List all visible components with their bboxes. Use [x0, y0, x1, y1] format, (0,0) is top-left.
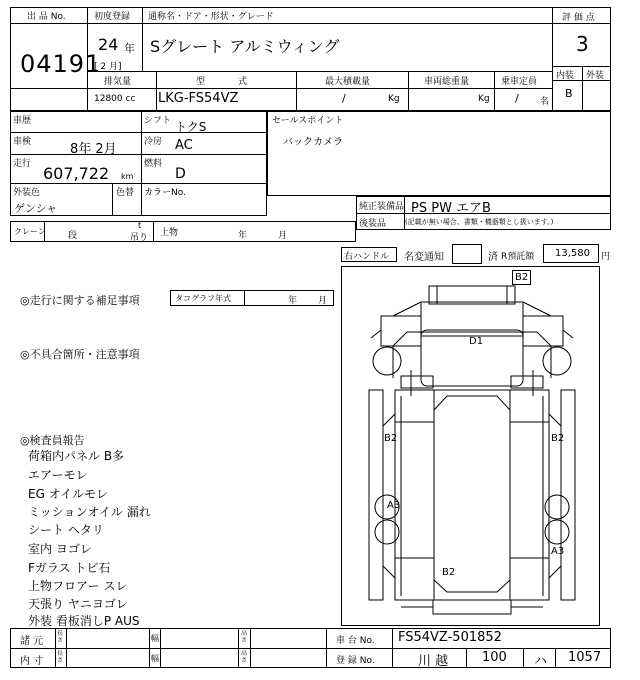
- r-reading-unit: 円: [601, 252, 611, 262]
- inner-size-label: 内 寸: [20, 656, 44, 667]
- inner-length-label: 長さ: [57, 650, 64, 664]
- reg-number: 1057: [568, 650, 602, 665]
- ext-color-value: ゲンシャ: [14, 202, 58, 215]
- crane-ton-label: t: [138, 221, 142, 230]
- tacho-year-label: 年: [288, 296, 298, 306]
- first-reg-year: 24: [98, 35, 119, 54]
- inspector-line: 室内 ヨゴレ: [28, 542, 92, 556]
- history-label: 車歴: [13, 116, 32, 126]
- mount-month-label: 月: [278, 231, 288, 241]
- vehicle-diagram: [341, 266, 600, 626]
- first-reg-label: 初度登録: [94, 12, 131, 22]
- capacity-unit: 名: [540, 97, 550, 107]
- shift-label: シフト: [144, 116, 172, 126]
- score-value: 3: [576, 32, 589, 56]
- shift-value: トクS: [175, 120, 207, 134]
- gross-weight-unit: Kg: [478, 94, 490, 104]
- damage-mark: B2: [551, 433, 565, 444]
- mileage-unit: km: [121, 172, 134, 181]
- inspector-heading: ◎検査員報告: [20, 434, 85, 447]
- ac-label: 冷房: [144, 137, 163, 147]
- capacity-value: /: [515, 92, 519, 105]
- ac-value: AC: [175, 138, 193, 153]
- length-label: 長さ: [57, 630, 64, 644]
- damage-mark: D1: [469, 336, 484, 347]
- score-label: 評 価 点: [562, 13, 595, 23]
- defects-heading: ◎不具合箇所・注意事項: [20, 348, 140, 361]
- damage-mark: B2: [512, 270, 531, 285]
- max-load-unit: Kg: [388, 94, 400, 104]
- interior-label: 内装: [556, 71, 575, 81]
- tacho-month-label: 月: [318, 296, 328, 306]
- specs-label: 諸 元: [20, 636, 44, 647]
- fuel-value: D: [175, 166, 186, 182]
- chassis-label: 車 台 No.: [336, 636, 375, 646]
- r-reading-label: R預託額: [501, 252, 535, 262]
- inspector-line: シート ヘタリ: [28, 523, 104, 537]
- factory-equip-value: PS PW エアB: [411, 201, 491, 216]
- sales-point-label: セールスポイント: [272, 116, 344, 126]
- color-change-label: 色替: [116, 188, 135, 198]
- mileage-value: 607,722: [43, 164, 110, 183]
- lot-label: 出 品 No.: [27, 12, 66, 22]
- inspection-value: 8年 2月: [70, 142, 117, 157]
- color-no-label: カラーNo.: [144, 188, 186, 198]
- aftermarket-label: 後装品: [359, 219, 387, 229]
- height-label: 高さ: [241, 630, 248, 644]
- interior-grade: B: [565, 87, 573, 100]
- inspection-label: 車検: [13, 137, 32, 147]
- type-value: LKG-FS54VZ: [158, 91, 239, 106]
- inspector-line: 上物フロアー スレ: [28, 579, 128, 593]
- mileage-label: 走行: [13, 159, 32, 169]
- first-reg-month: [ 2 月]: [94, 62, 122, 72]
- inspector-line: 外装 看板消しP AUS: [28, 614, 140, 628]
- crane-label: クレーン: [14, 227, 46, 236]
- reg-label: 登 録 No.: [336, 656, 375, 666]
- name-change-label: 名変通知: [404, 252, 444, 263]
- damage-mark: A3: [387, 500, 401, 511]
- damage-mark: A3: [551, 546, 565, 557]
- rhd-label: 右ハンドル: [344, 252, 390, 262]
- tacho-label: タコグラフ年式: [175, 294, 231, 303]
- inspector-line: Fガラス トビ石: [28, 561, 111, 575]
- inspector-line: エアーモレ: [28, 468, 88, 482]
- inner-width-label: 幅: [151, 654, 159, 663]
- r-reading-value: 13,580: [555, 248, 590, 259]
- inspector-line: 荷箱内パネル B多: [28, 449, 125, 463]
- displacement-value: 12800 cc: [94, 94, 136, 104]
- name-change-box: [452, 244, 482, 264]
- gross-weight-label: 車両総重量: [424, 77, 470, 87]
- damage-mark: B2: [442, 567, 456, 578]
- crane-stage-label: 段: [68, 231, 78, 241]
- capacity-label: 乗車定員: [501, 77, 538, 87]
- reg-kana: ハ: [534, 654, 548, 669]
- aftermarket-note: (記載が無い場合、書類・機器類とし扱います。): [405, 218, 554, 226]
- inspector-line: ミッションオイル 漏れ: [28, 505, 151, 519]
- max-load-label: 最大積載量: [325, 77, 371, 87]
- sales-point-value: バックカメラ: [283, 137, 343, 148]
- ext-color-label: 外装色: [13, 188, 41, 198]
- type-label: 型 式: [196, 77, 247, 87]
- exterior-label: 外装: [586, 71, 605, 81]
- first-reg-year-unit: 年: [124, 42, 135, 55]
- displacement-label: 排気量: [104, 77, 132, 87]
- model-name: Sグレート アルミウィング: [150, 37, 340, 56]
- inspector-line: EG オイルモレ: [28, 487, 109, 501]
- inspection-done-label: 済: [488, 252, 498, 263]
- chassis-value: FS54VZ-501852: [398, 630, 502, 645]
- inner-height-label: 高さ: [241, 650, 248, 664]
- max-load-value: /: [342, 92, 346, 105]
- reg-class: 100: [482, 650, 507, 665]
- lot-number: 04191: [20, 50, 102, 78]
- reg-region: 川 越: [418, 654, 449, 669]
- inspector-line: 天張り ヤニヨゴレ: [28, 597, 128, 611]
- factory-equip-label: 純正装備品: [359, 202, 405, 212]
- driving-notes-heading: ◎走行に関する補足事項: [20, 294, 140, 307]
- model-label: 通称名・ドア・形状・グレード: [148, 12, 274, 22]
- damage-mark: B2: [384, 433, 398, 444]
- crane-hoist-label: 吊り: [130, 233, 149, 243]
- fuel-label: 燃料: [144, 159, 163, 169]
- width-label: 幅: [151, 634, 159, 643]
- mount-year-label: 年: [238, 231, 248, 241]
- mount-label: 上物: [160, 228, 179, 238]
